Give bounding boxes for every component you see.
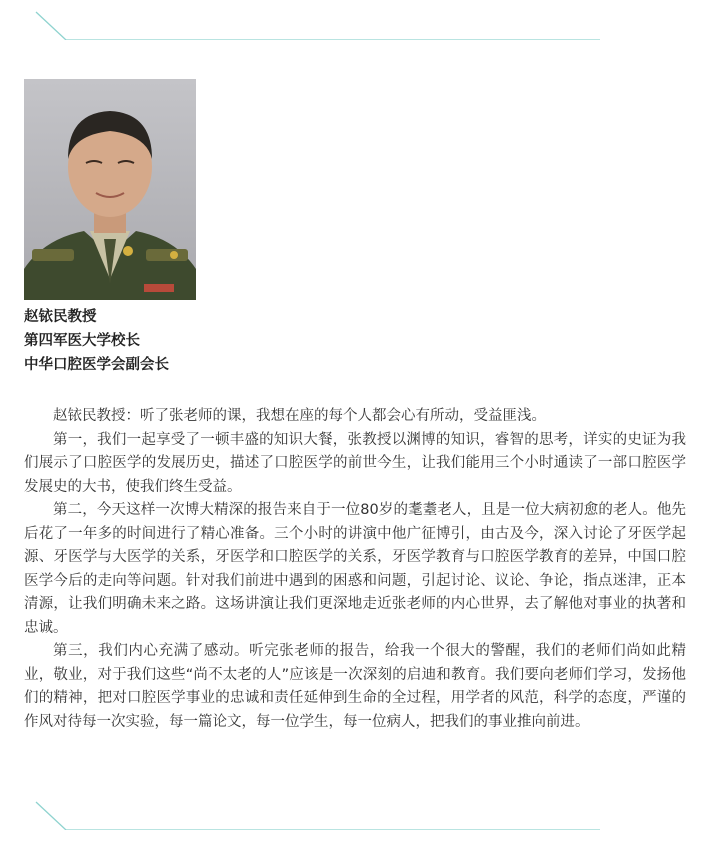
paragraph-first: 第一，我们一起享受了一顿丰盛的知识大餐，张教授以渊博的知识，睿智的思考，详实的史证为我们展示了口腔医学的发展历史，描述了口腔医学的前世今生，让我们能用三个小时通读了一部口腔医学发展史的大书，使我们终生受益。 — [24, 431, 686, 495]
profile-name: 赵铱民教授 — [24, 309, 97, 325]
top-divider — [0, 10, 710, 40]
portrait-photo — [24, 79, 196, 300]
bottom-divider — [0, 800, 710, 830]
speech-article — [24, 405, 686, 734]
paragraph-third: 第三，我们内心充满了感动。听完张老师的报告，给我一个很大的警醒，我们的老师们尚如此精业，敬业，对于我们这些“尚不太老的人”应该是一次深刻的启迪和教育。我们要向老师们学习，发扬他们的精神，把对口腔医学事业的忠诚和责任延伸到生命的全过程，用学者的风范，科学的态度，严谨的作风对待每一次实验，每一篇论文，每一位学生，每一位病人，把我们的事业推向前进。 — [24, 643, 686, 730]
profile-caption — [24, 305, 424, 377]
profile-title-2: 中华口腔医学会副会长 — [24, 357, 169, 373]
person-image — [24, 79, 196, 300]
profile-title-1: 第四军医大学校长 — [24, 333, 140, 349]
paragraph-second: 第二，今天这样一次博大精深的报告来自于一位80岁的耄耋老人，且是一位大病初愈的老人。他先后花了一年多的时间进行了精心准备。三个小时的讲演中他广征博引，由古及今，深入讨论了牙医学起源、牙医学与大医学的关系，牙医学和口腔医学的关系，牙医学教育与口腔医学教育的差异，中国口腔医学今后的走向等问题。针对我们前进中遇到的困惑和问题，引起讨论、议论、争论，指点迷津，正本清源，让我们明确未来之路。这场讲演让我们更深地走近张老师的内心世界，去了解他对事业的执著和忠诚。 — [24, 502, 686, 636]
paragraph-intro: 赵铱民教授：听了张老师的课，我想在座的每个人都会心有所动，受益匪浅。 — [53, 408, 546, 424]
